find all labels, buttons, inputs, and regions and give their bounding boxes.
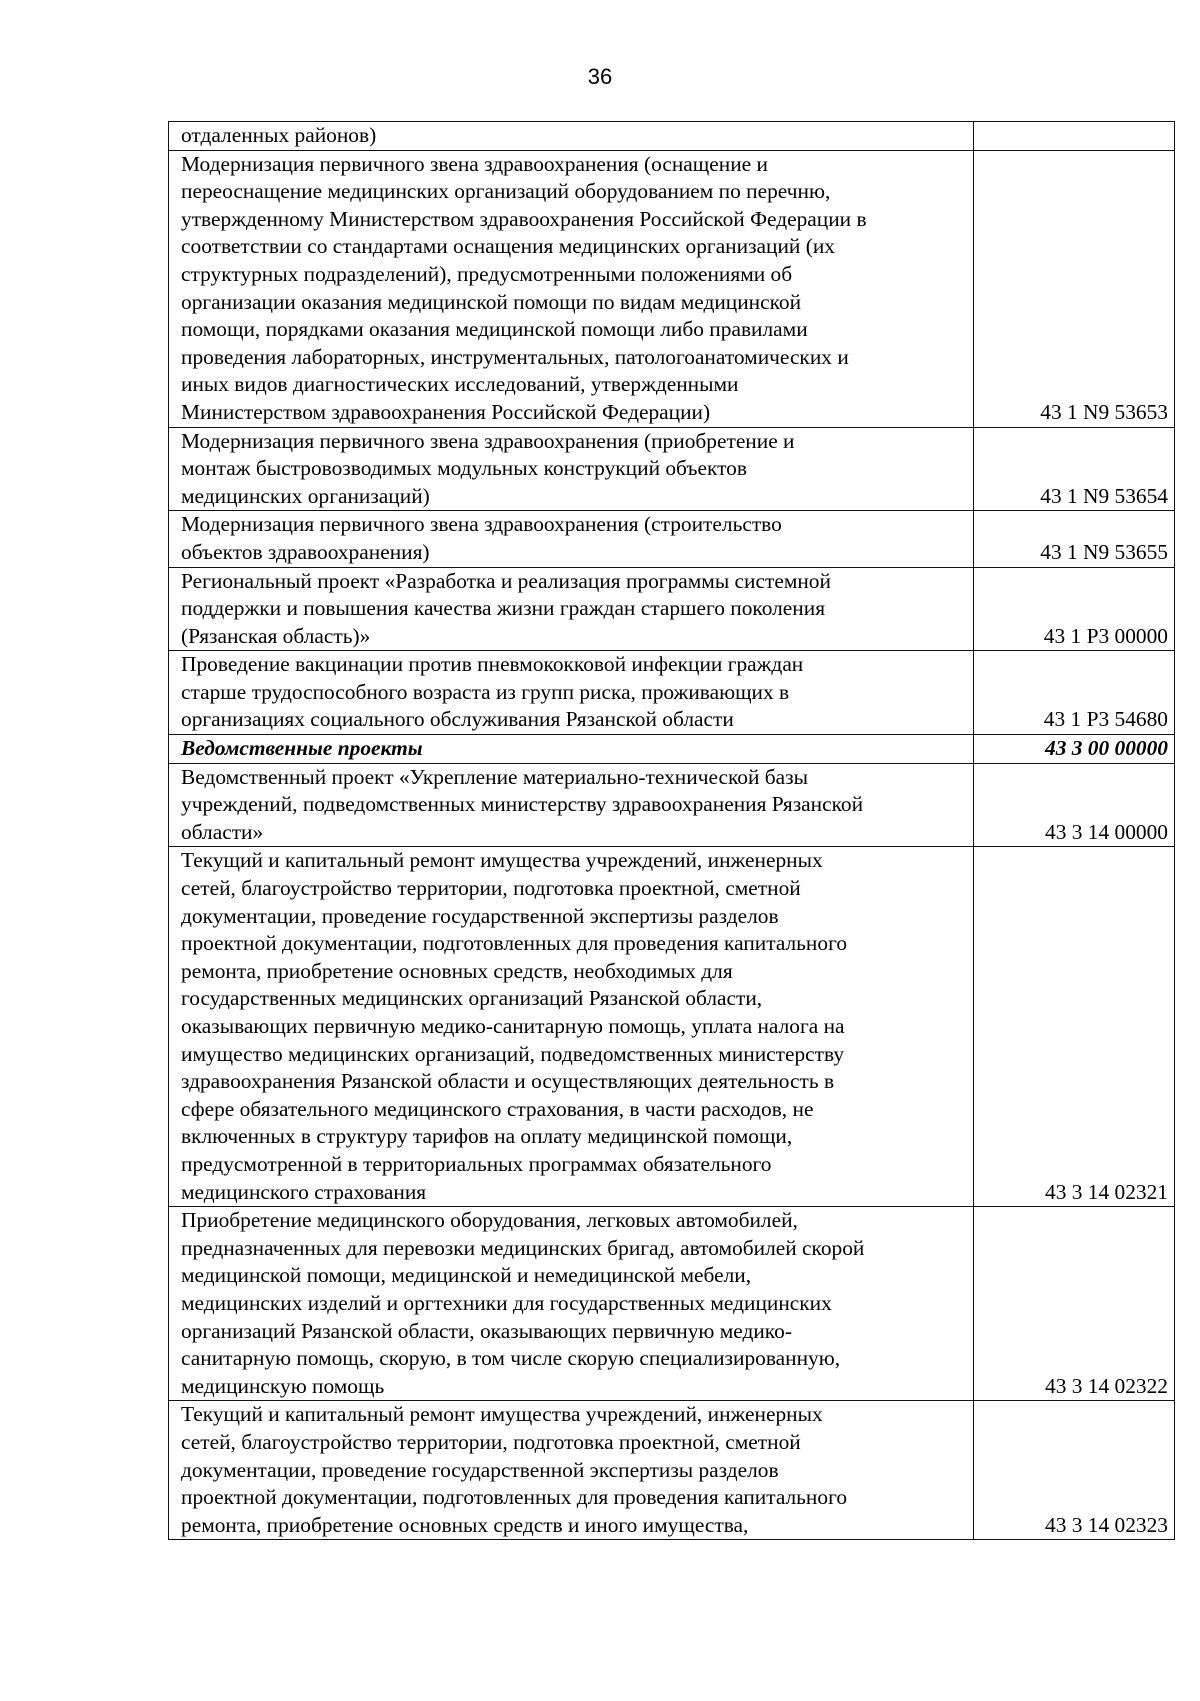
row-name-cell bbox=[169, 1401, 974, 1540]
row-code-cell: 43 1 N9 53654 bbox=[974, 427, 1175, 511]
page-number: 36 bbox=[587, 64, 613, 89]
row-code-cell: 43 1 N9 53653 bbox=[974, 150, 1175, 427]
row-code-cell: 43 3 14 02322 bbox=[974, 1207, 1175, 1401]
table-row bbox=[169, 651, 1175, 735]
row-name-cell bbox=[169, 511, 974, 567]
row-name-cell bbox=[169, 847, 974, 1207]
row-code-cell: 43 1 P3 00000 bbox=[974, 567, 1175, 651]
row-code-cell: 43 3 00 00000 bbox=[974, 735, 1175, 764]
table-row bbox=[169, 511, 1175, 567]
table-row bbox=[169, 763, 1175, 847]
row-name-cell bbox=[169, 651, 974, 735]
row-name-cell bbox=[169, 427, 974, 511]
row-name-text: Ведомственные проекты bbox=[181, 736, 423, 761]
table-row bbox=[169, 567, 1175, 651]
row-code-cell bbox=[974, 122, 1175, 151]
table-row bbox=[169, 150, 1175, 427]
row-code-cell: 43 3 14 00000 bbox=[974, 763, 1175, 847]
row-name-text: Проведение вакцинации против пневмококковой инфекции граждан старше трудоспособного возраста из групп риска, проживающих в организациях социального обслуживания Рязанской области bbox=[181, 652, 804, 732]
row-name-cell bbox=[169, 150, 974, 427]
budget-classification-table bbox=[168, 121, 1175, 1540]
row-name-cell bbox=[169, 735, 974, 764]
table-row bbox=[169, 427, 1175, 511]
row-name-cell bbox=[169, 1207, 974, 1401]
row-name-cell bbox=[169, 763, 974, 847]
table-row bbox=[169, 847, 1175, 1207]
row-name-text: Модернизация первичного звена здравоохранения (приобретение и монтаж быстровозводимых модульных конструкций объектов медицинских организаций) bbox=[181, 428, 795, 508]
row-code-cell: 43 1 N9 53655 bbox=[974, 511, 1175, 567]
row-name-cell bbox=[169, 122, 974, 151]
row-name-text: Текущий и капитальный ремонт имущества учреждений, инженерных сетей, благоустройство территории, подготовка проектной, сметной документации, проведение государственной экспертизы разделов проектной документации, подготовленных для проведения капитального ремонта, приобретение основных средств и иного имущества, bbox=[181, 1402, 848, 1537]
table-row bbox=[169, 122, 1175, 151]
row-name-text: Региональный проект «Разработка и реализация программы системной поддержки и повышения качества жизни граждан старшего поколения (Рязанская область)» bbox=[181, 568, 831, 648]
row-name-text: Ведомственный проект «Укрепление материально-технической базы учреждений, подведомственных министерству здравоохранения Рязанской области» bbox=[181, 764, 864, 844]
section-header-row bbox=[169, 735, 1175, 764]
row-code-cell: 43 3 14 02323 bbox=[974, 1401, 1175, 1540]
row-name-text: отдаленных районов) bbox=[181, 123, 377, 147]
row-name-text: Текущий и капитальный ремонт имущества учреждений, инженерных сетей, благоустройство территории, подготовка проектной, сметной документации, проведение государственной экспертизы разделов проектной документации, подготовленных для проведения капитального ремонта, приобретение основных средств, необходимых для государственных медицинских организаций Рязанской области, оказывающих первичную медико-санитарную помощь, уплата налога на имущество медицинских организаций, подведомственных министерству здравоохранения Рязанской области и осуществляющих деятельность в сфере обязательного медицинского страхования, в части расходов, не включенных в структуру тарифов на оплату медицинской помощи, предусмотренной в территориальных программах обязательного медицинского страхования bbox=[181, 848, 848, 1204]
row-name-text: Модернизация первичного звена здравоохранения (оснащение и переоснащение медицинских организаций оборудованием по перечню, утвержденному Министерством здравоохранения Российской Федерации в соответствии со стандартами оснащения медицинских организаций (их структурных подразделений), предусмотренными положениями об организации оказания медицинской помощи по видам медицинской помощи, порядками оказания медицинской помощи либо правилами проведения лабораторных, инструментальных, патологоанатомических и иных видов диагностических исследований, утвержденными Министерством здравоохранения Российской Федерации) bbox=[181, 151, 867, 424]
table-row bbox=[169, 1207, 1175, 1401]
row-name-text: Модернизация первичного звена здравоохранения (строительство объектов здравоохранения) bbox=[181, 512, 782, 564]
row-name-text: Приобретение медицинского оборудования, легковых автомобилей, предназначенных для перевозки медицинских бригад, автомобилей скорой медицинской помощи, медицинской и немедицинской мебели, медицинских изделий и оргтехники для государственных медицинских организаций Рязанской области, оказывающих первичную медико- санитарную помощь, скорую, в том числе скорую специализированную, медицинскую помощь bbox=[181, 1208, 865, 1398]
row-code-cell: 43 3 14 02321 bbox=[974, 847, 1175, 1207]
table-row bbox=[169, 1401, 1175, 1540]
row-name-cell bbox=[169, 567, 974, 651]
row-code-cell: 43 1 P3 54680 bbox=[974, 651, 1175, 735]
